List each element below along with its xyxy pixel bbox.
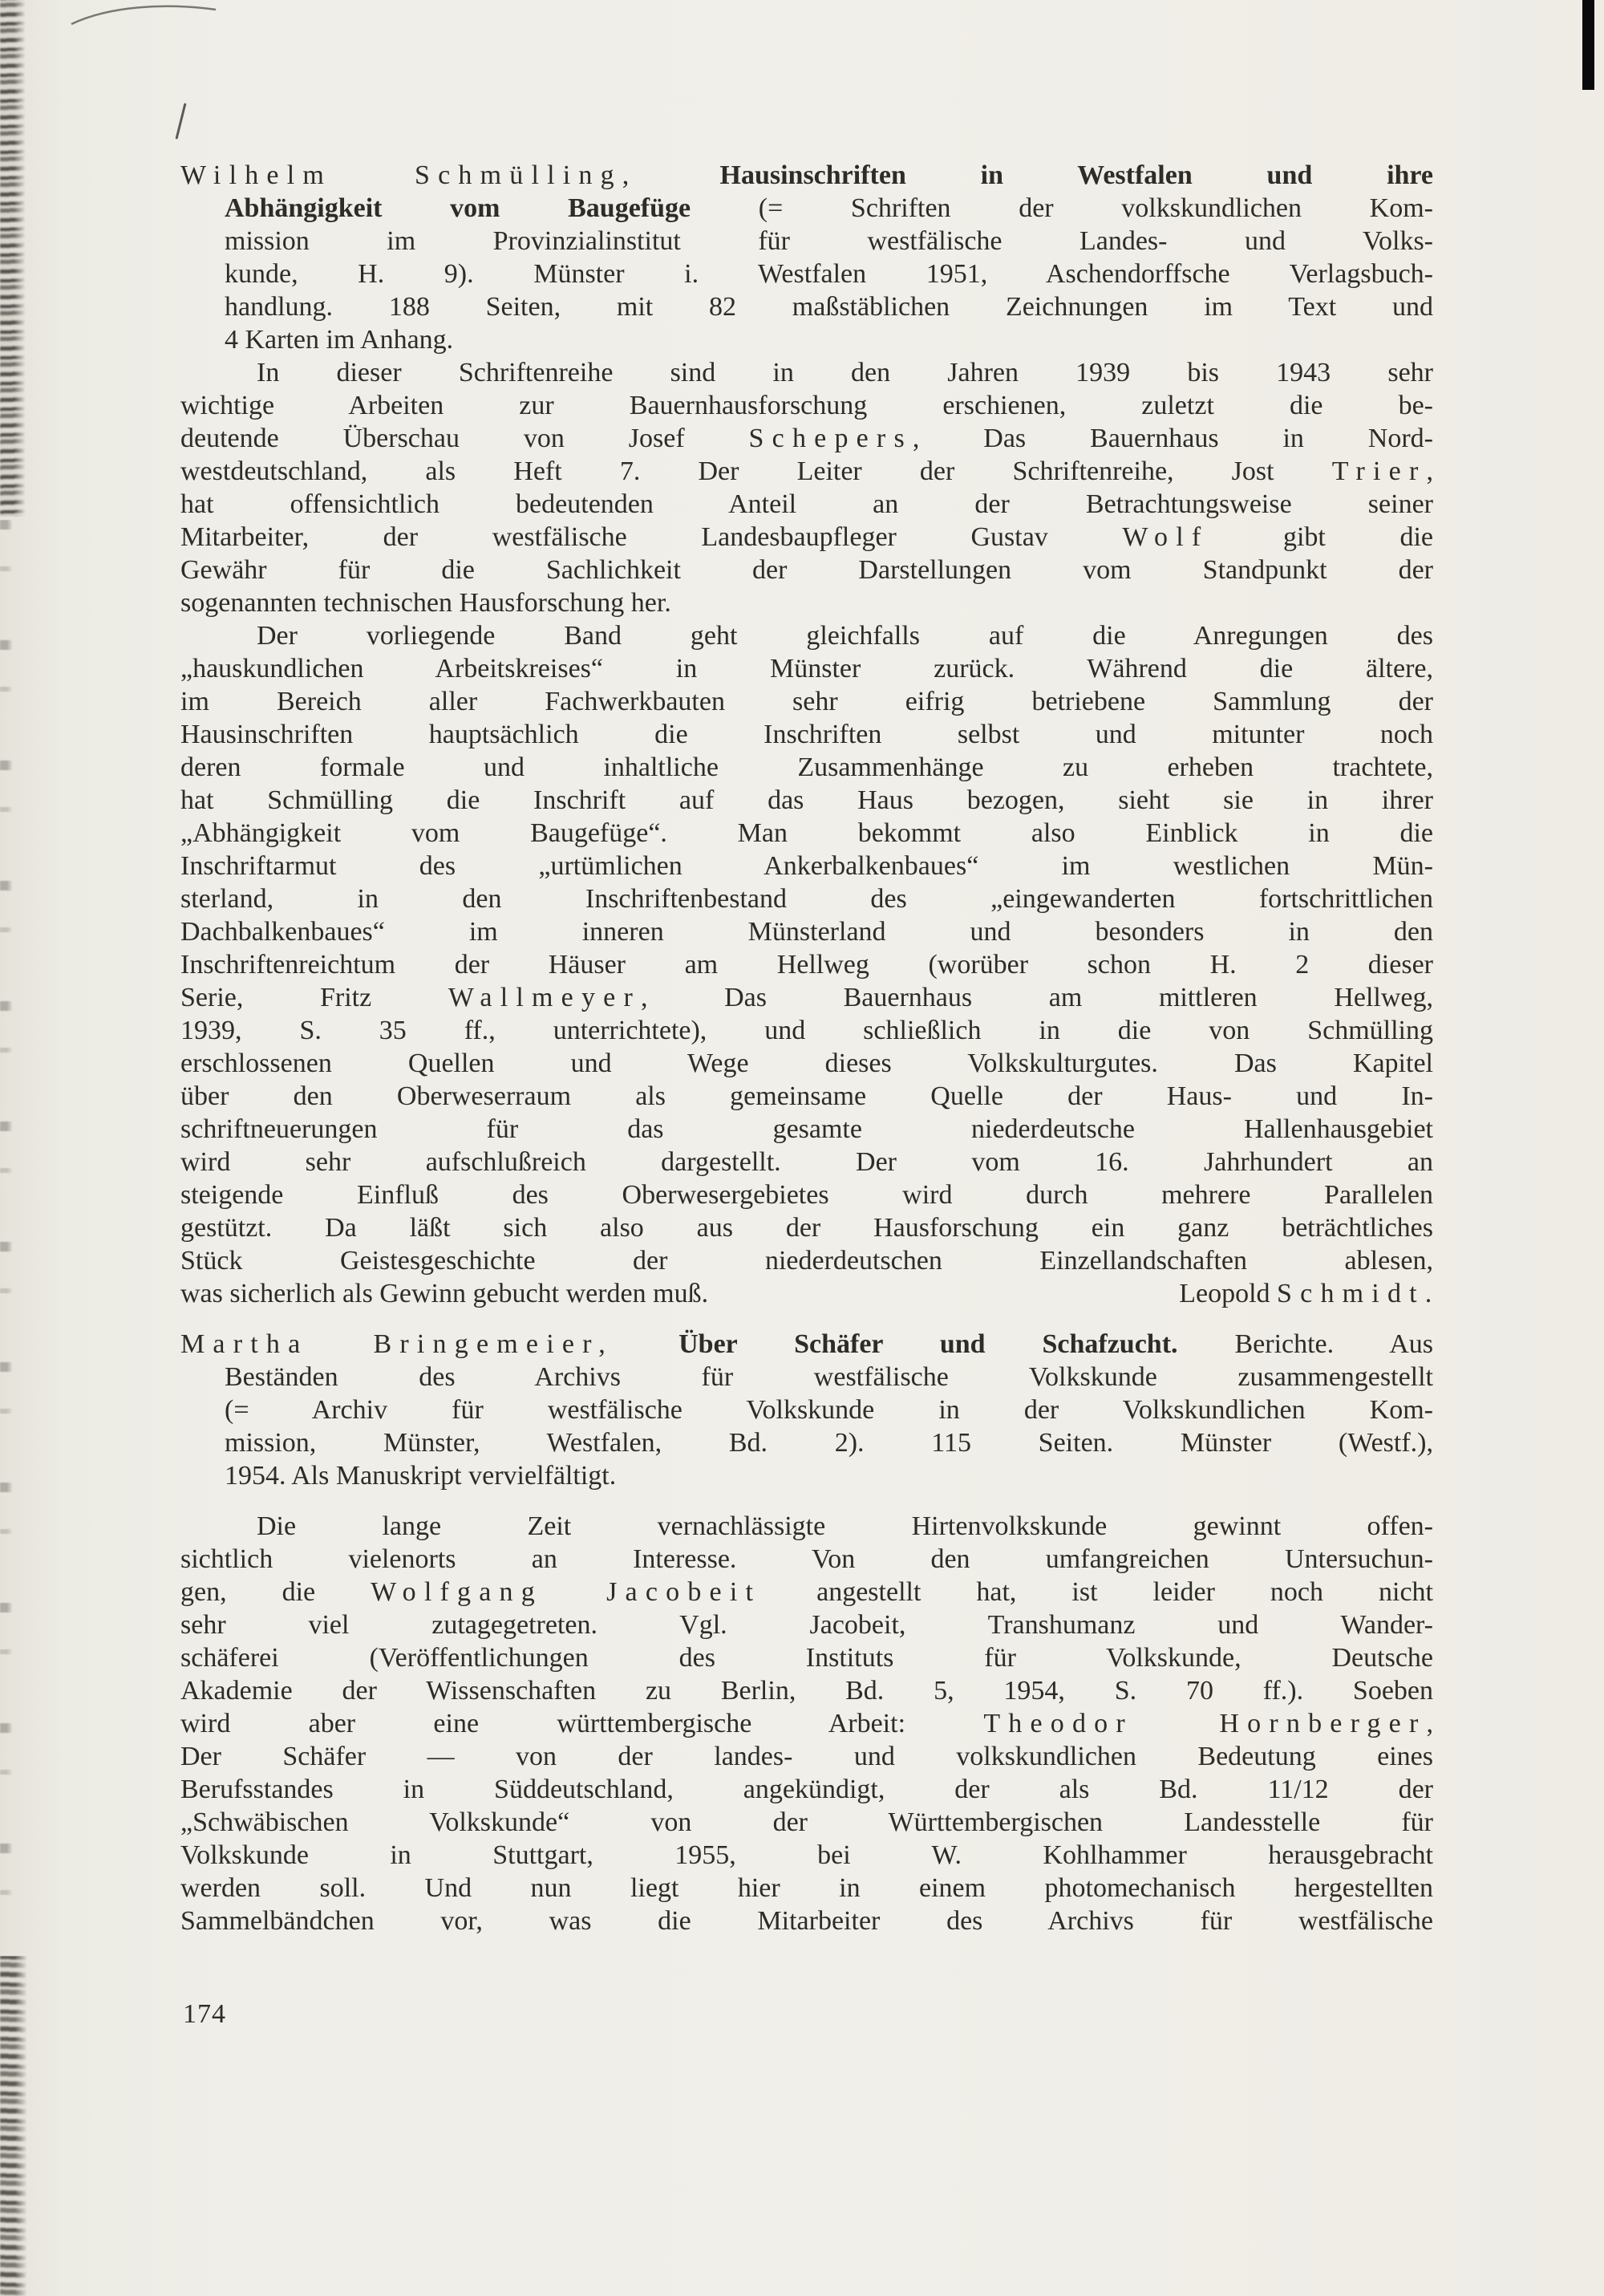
text-line [180,1510,1433,1543]
text-segment: Berufsstandes in Süddeutschland, angekündigt, der als Bd. 11/12 der [180,1775,1433,1804]
text-segment: sichtlich vielenorts an Interesse. Von den umfangreichen Untersuchun- [180,1544,1433,1574]
text-segment: Leopold [1179,1279,1278,1308]
text-line [180,488,1433,521]
text-segment: kunde, H. 9). Münster i. Westfalen 1951, Aschendorffsche Verlagsbuch- [225,259,1433,289]
scan-tick-mark [175,103,186,139]
text-line [180,1839,1433,1872]
text-segment: werden soll. Und nun liegt hier in einem photomechanisch hergestellten [180,1873,1433,1903]
text-segment: handlung. 188 Seiten, mit 82 maßstäblichen Zeichnungen im Text und [225,292,1433,322]
text-segment: Mitarbeiter, der westfälische Landesbaupfleger Gustav [180,522,1123,552]
text-segment: Hausinschriften hauptsächlich die Inschriften selbst und mitunter noch [180,720,1433,749]
text-segment: 4 Karten im Anhang. [225,325,454,355]
text-segment: , Das Bauernhaus in Nord- [912,424,1433,453]
text-segment: , [1426,456,1433,486]
scan-squiggle-mark [68,0,221,30]
text-line [180,1426,1433,1459]
text-segment: wird sehr aufschlußreich dargestellt. Der vom 16. Jahrhundert an [180,1147,1433,1177]
text-line [180,1047,1433,1080]
text-line [180,948,1433,981]
text-segment: Beständen des Archivs für westfälische Volkskunde zusammengestellt [225,1362,1433,1392]
text-line [180,784,1433,817]
scan-noise-left-middle [0,520,13,1956]
text-segment: im Bereich aller Fachwerkbauten sehr eifrig betriebene Sammlung der [180,687,1433,716]
text-segment: sogenannten technischen Hausforschung her. [180,588,671,618]
page-text [180,159,1440,1937]
text-line [180,1393,1433,1426]
text-segment: , Das Bauernhaus am mittleren Hellweg, [640,983,1433,1012]
person-name: Wallmeyer [448,983,641,1012]
person-name: Martha Bringemeier, [180,1329,679,1359]
text-line [180,817,1433,850]
text-line [180,1080,1433,1113]
text-line [180,1361,1433,1393]
scan-artifact-bar [1582,0,1594,90]
bibliography-entry [180,1328,1433,1492]
text-line [180,1543,1433,1576]
scan-noise-left-bottom [0,1956,27,2296]
text-segment: gen, die [180,1577,371,1607]
text-line [180,586,1433,619]
text-segment: angestellt hat, ist leider noch nicht [761,1577,1433,1607]
text-segment: Gewähr für die Sachlichkeit der Darstellungen vom Standpunkt der [180,555,1433,585]
text-line [180,1707,1433,1740]
text-segment: „Abhängigkeit vom Baugefüge“. Man bekommt also Einblick in die [180,818,1433,848]
text-line [180,1576,1433,1608]
person-name: Theodor Hornberger [983,1709,1427,1738]
text-line [180,915,1433,948]
text-segment: gibt die [1209,522,1433,552]
text-line [180,1146,1433,1178]
text-segment: 1939, S. 35 ff., unterrichtete), und schließlich in die von Schmülling [180,1016,1433,1045]
text-line [180,1328,1433,1361]
text-segment: mission, Münster, Westfalen, Bd. 2). 115 Seiten. Münster (Westf.), [225,1428,1433,1458]
text-line [180,225,1433,258]
text-line [180,1773,1433,1806]
text-segment: In dieser Schriftenreihe sind in den Jahren 1939 bis 1943 sehr [257,358,1433,387]
text-line [180,422,1433,455]
text-line [180,290,1433,323]
text-line [180,685,1433,718]
text-segment: über den Oberweserraum als gemeinsame Quelle der Haus- und In- [180,1081,1433,1111]
text-line [180,1014,1433,1047]
text-line [180,619,1433,652]
text-segment: wichtige Arbeiten zur Bauernhausforschung erschienen, zuletzt die be- [180,391,1433,420]
text-segment: Akademie der Wissenschaften zu Berlin, Bd. 5, 1954, S. 70 ff.). Soeben [180,1676,1433,1706]
text-segment: gestützt. Da läßt sich also aus der Hausforschung ein ganz beträchtliches [180,1213,1433,1243]
text-segment: hat Schmülling die Inschrift auf das Haus bezogen, sieht sie in ihrer [180,785,1433,815]
text-line [180,1674,1433,1707]
text-line [180,258,1433,290]
text-segment: steigende Einfluß des Oberwesergebietes wird durch mehrere Parallelen [180,1180,1433,1210]
text-segment: mission im Provinzialinstitut für westfälische Landes- und Volks- [225,226,1433,256]
text-line [180,1740,1433,1773]
work-title: Über Schäfer und Schafzucht. [678,1329,1178,1359]
text-segment: Inschriftarmut des „urtümlichen Ankerbalkenbaues“ im westlichen Mün- [180,851,1433,881]
text-line [180,850,1433,882]
text-line [180,389,1433,422]
text-segment: was sicherlich als Gewinn gebucht werden muß. [180,1279,709,1308]
text-segment: Dachbalkenbaues“ im inneren Münsterland und besonders in den [180,917,1433,947]
person-name: Trier [1331,456,1427,486]
text-segment: Berichte. Aus [1177,1329,1433,1359]
person-name: Wolfgang Jacobeit [371,1577,762,1607]
text-segment: (= Archiv für westfälische Volkskunde in der Volkskundlichen Kom- [225,1395,1433,1425]
text-line [180,652,1433,685]
text-line [180,751,1433,784]
text-line [180,1905,1433,1937]
text-segment: 1954. Als Manuskript vervielfältigt. [225,1461,617,1491]
text-segment: Volkskunde in Stuttgart, 1955, bei W. Kohlhammer herausgebracht [180,1840,1433,1870]
text-segment: (= Schriften der volkskundlichen Kom- [691,193,1433,223]
text-line [180,1608,1433,1641]
text-segment: sehr viel zutagegetreten. Vgl. Jacobeit, Transhumanz und Wander- [180,1610,1433,1640]
text-segment: schriftneuerungen für das gesamte niederdeutsche Hallenhausgebiet [180,1114,1433,1144]
text-segment: „hauskundlichen Arbeitskreises“ in Münster zurück. Während die ältere, [180,654,1433,684]
text-line [180,981,1433,1014]
text-line [180,323,1433,356]
text-line [180,718,1433,751]
text-segment: hat offensichtlich bedeutenden Anteil an der Betrachtungsweise seiner [180,489,1433,519]
text-line [180,1641,1433,1674]
bibliography-entry [180,159,1433,356]
text-line [180,192,1433,225]
text-segment: deutende Überschau von Josef [180,424,749,453]
person-name: Wolf [1122,522,1209,552]
text-segment: westdeutschland, als Heft 7. Der Leiter der Schriftenreihe, Jost [180,456,1332,486]
text-segment: Serie, Fritz [180,983,448,1012]
person-name: Wilhelm Schmülling, [180,160,720,190]
text-segment: wird aber eine württembergische Arbeit: [180,1709,984,1738]
text-segment: Stück Geistesgeschichte der niederdeutschen Einzellandschaften ablesen, [180,1246,1433,1276]
text-line [180,159,1433,192]
text-segment: Der vorliegende Band geht gleichfalls auf die Anregungen des [257,621,1433,651]
text-segment: sterland, in den Inschriftenbestand des „eingewanderten fortschrittlichen [180,884,1433,914]
person-name: Schmidt. [1277,1279,1440,1308]
text-line [180,521,1433,554]
text-line [180,554,1433,586]
person-name: Schepers [748,424,913,453]
text-line [180,356,1433,389]
text-line [180,1113,1433,1146]
review-paragraph [180,619,1440,1310]
text-segment: „Schwäbischen Volkskunde“ von der Württembergischen Landesstelle für [180,1807,1433,1837]
text-line [180,882,1433,915]
text-segment: erschlossenen Quellen und Wege dieses Volkskulturgutes. Das Kapitel [180,1049,1433,1078]
text-segment: Sammelbändchen vor, was die Mitarbeiter des Archivs für westfälische [180,1906,1433,1936]
text-line [180,1806,1433,1839]
text-segment: Inschriftenreichtum der Häuser am Hellweg (worüber schon H. 2 dieser [180,950,1433,980]
text-line [180,1178,1433,1211]
work-title: Abhängigkeit vom Baugefüge [225,193,691,223]
text-segment: Die lange Zeit vernachlässigte Hirtenvolkskunde gewinnt offen- [257,1511,1433,1541]
scan-noise-left-top [0,0,26,517]
review-paragraph [180,356,1433,619]
text-line [180,1277,1440,1310]
page-number: 174 [183,1999,226,2029]
text-line [180,1872,1433,1905]
text-line [180,1244,1433,1277]
text-segment: , [1426,1709,1433,1738]
text-segment: deren formale und inhaltliche Zusammenhänge zu erheben trachtete, [180,752,1433,782]
text-line [180,1459,1433,1492]
review-paragraph [180,1510,1433,1937]
work-title: Hausinschriften in Westfalen und ihre [719,160,1433,190]
text-segment: Der Schäfer — von der landes- und volkskundlichen Bedeutung eines [180,1742,1433,1771]
text-segment: schäferei (Veröffentlichungen des Instituts für Volkskunde, Deutsche [180,1643,1433,1673]
text-line [180,1211,1433,1244]
text-line [180,455,1433,488]
